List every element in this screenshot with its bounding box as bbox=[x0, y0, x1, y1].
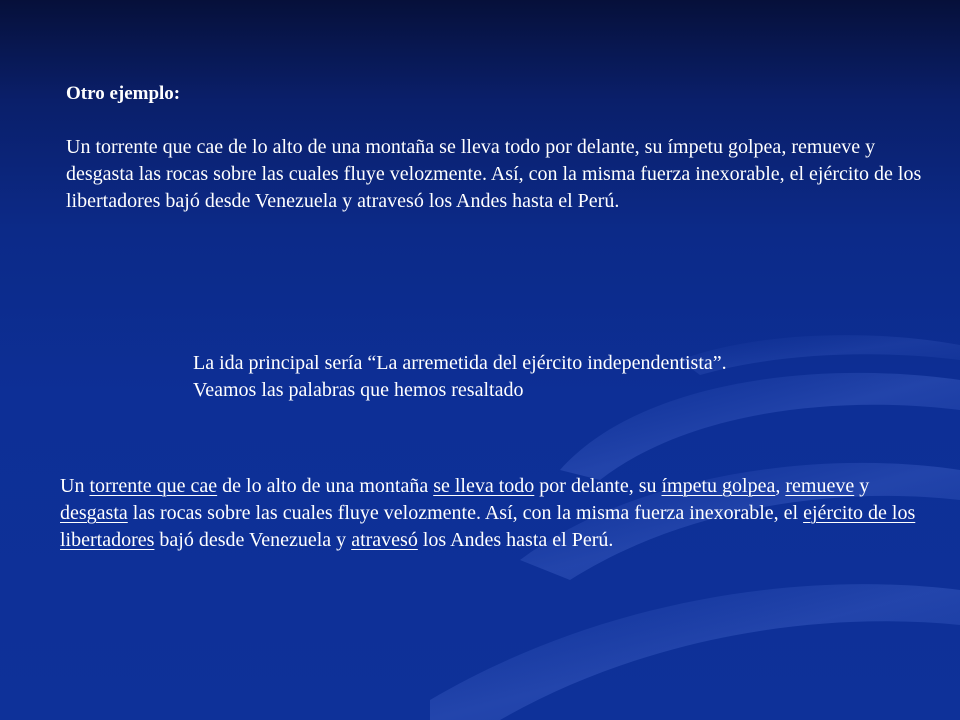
paragraph-text: y bbox=[854, 475, 870, 497]
highlighted-paragraph bbox=[60, 473, 920, 554]
highlighted-phrase: se lleva todo bbox=[433, 475, 535, 497]
example-block bbox=[66, 80, 936, 215]
paragraph-text: por delante, su bbox=[534, 475, 662, 497]
main-idea-block bbox=[193, 350, 913, 404]
highlighted-block bbox=[60, 473, 920, 554]
highlighted-phrase: remueve bbox=[785, 475, 855, 497]
paragraph-text: bajó desde Venezuela y bbox=[154, 529, 352, 551]
paragraph-text: Un bbox=[60, 475, 90, 497]
paragraph-text: las rocas sobre las cuales fluye velozmente. Así, con la misma fuerza inexorable, el bbox=[127, 502, 804, 524]
highlighted-phrase: torrente que cae bbox=[89, 475, 218, 497]
highlight-intro-line: Veamos las palabras que hemos resaltado bbox=[193, 379, 524, 401]
highlighted-phrase: atravesó bbox=[351, 529, 418, 551]
highlighted-phrase: desgasta bbox=[60, 502, 128, 524]
paragraph-text: , bbox=[775, 475, 786, 497]
example-paragraph: Un torrente que cae de lo alto de una montaña se lleva todo por delante, su ímpetu golpea, remueve y desgasta las rocas sobre las cuales fluye velozmente. Así, con la misma fuerza inexorable, el ejército de los libertadores bajó desde Venezuela y atravesó los Andes hasta el Perú. bbox=[66, 136, 922, 212]
example-heading: Otro ejemplo: bbox=[66, 83, 181, 104]
highlighted-phrase: ímpetu golpea bbox=[661, 475, 776, 497]
main-idea-line: La ida principal sería “La arremetida del ejército independentista”. bbox=[193, 352, 727, 374]
highlighted-phrase: ejército de los libertadores bbox=[60, 502, 916, 551]
paragraph-text: los Andes hasta el Perú. bbox=[417, 529, 614, 551]
paragraph-text: de lo alto de una montaña bbox=[217, 475, 434, 497]
